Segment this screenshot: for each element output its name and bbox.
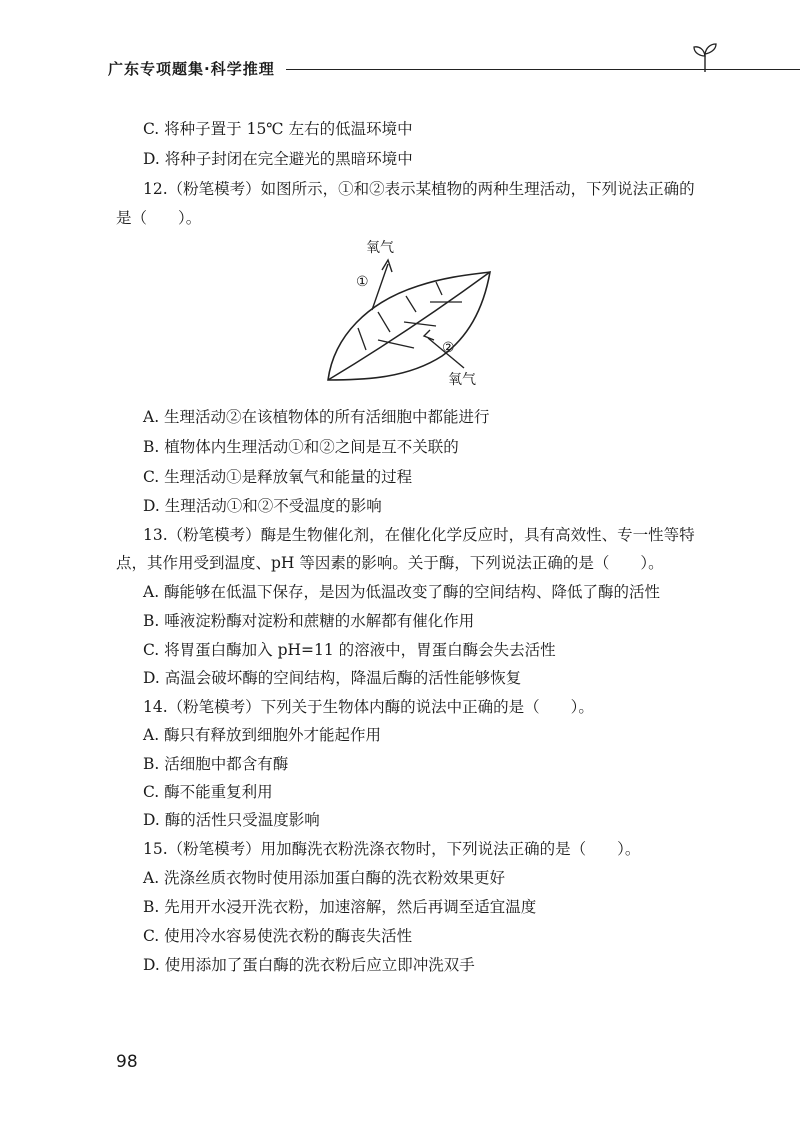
q13-stem-cont: 点，其作用受到温度、pH 等因素的影响。关于酶，下列说法正确的是（ ）。 <box>116 554 664 572</box>
q14-option-b: B. 活细胞中都含有酶 <box>143 755 289 773</box>
q14-option-d: D. 酶的活性只受温度影响 <box>143 811 320 829</box>
q14-option-c: C. 酶不能重复利用 <box>143 783 273 801</box>
q14-option-a: A. 酶只有释放到细胞外才能起作用 <box>143 726 382 744</box>
q12-stem: 12.（粉笔模考）如图所示，①和②表示某植物的两种生理活动，下列说法正确的 <box>143 180 695 198</box>
q15-stem: 15.（粉笔模考）用加酶洗衣粉洗涤衣物时，下列说法正确的是（ ）。 <box>143 840 641 858</box>
oxygen-label-top: 氧气 <box>366 240 394 256</box>
q13-option-b: B. 唾液淀粉酶对淀粉和蔗糖的水解都有催化作用 <box>143 612 475 630</box>
q13-option-d: D. 高温会破坏酶的空间结构，降温后酶的活性能够恢复 <box>143 669 522 687</box>
page-header <box>108 58 708 80</box>
activity-2-label: ② <box>442 340 455 356</box>
q12-stem-cont: 是（ ）。 <box>116 209 202 227</box>
header-rule <box>286 69 800 70</box>
q11-option-c: C. 将种子置于 15℃ 左右的低温环境中 <box>143 120 413 138</box>
q12-option-b: B. 植物体内生理活动①和②之间是互不关联的 <box>143 438 459 456</box>
page-number: 98 <box>116 1052 138 1072</box>
q15-option-a: A. 洗涤丝质衣物时使用添加蛋白酶的洗衣粉效果更好 <box>143 869 506 887</box>
q13-option-a: A. 酶能够在低温下保存，是因为低温改变了酶的空间结构、降低了酶的活性 <box>143 583 661 601</box>
q13-option-c: C. 将胃蛋白酶加入 pH=11 的溶液中，胃蛋白酶会失去活性 <box>143 641 556 659</box>
q11-option-d: D. 将种子封闭在完全避光的黑暗环境中 <box>143 150 413 168</box>
oxygen-label-bottom: 氧气 <box>448 372 476 388</box>
q14-stem: 14.（粉笔模考）下列关于生物体内酶的说法中正确的是（ ）。 <box>143 698 594 716</box>
q12-option-c: C. 生理活动①是释放氧气和能量的过程 <box>143 468 413 486</box>
q15-option-b: B. 先用开水浸开洗衣粉，加速溶解，然后再调至适宜温度 <box>143 898 537 916</box>
q15-option-c: C. 使用冷水容易使洗衣粉的酶丧失活性 <box>143 927 413 945</box>
q15-option-d: D. 使用添加了蛋白酶的洗衣粉后应立即冲洗双手 <box>143 956 475 974</box>
sprout-icon <box>688 40 722 74</box>
q13-stem: 13.（粉笔模考）酶是生物催化剂，在催化化学反应时，具有高效性、专一性等特 <box>143 526 695 544</box>
leaf-drawing <box>318 240 498 390</box>
header-title: 广东专项题集·科学推理 <box>108 60 275 78</box>
q12-option-a: A. 生理活动②在该植物体的所有活细胞中都能进行 <box>143 408 490 426</box>
activity-1-label: ① <box>356 274 369 290</box>
q12-option-d: D. 生理活动①和②不受温度的影响 <box>143 497 382 515</box>
leaf-diagram <box>318 240 498 390</box>
